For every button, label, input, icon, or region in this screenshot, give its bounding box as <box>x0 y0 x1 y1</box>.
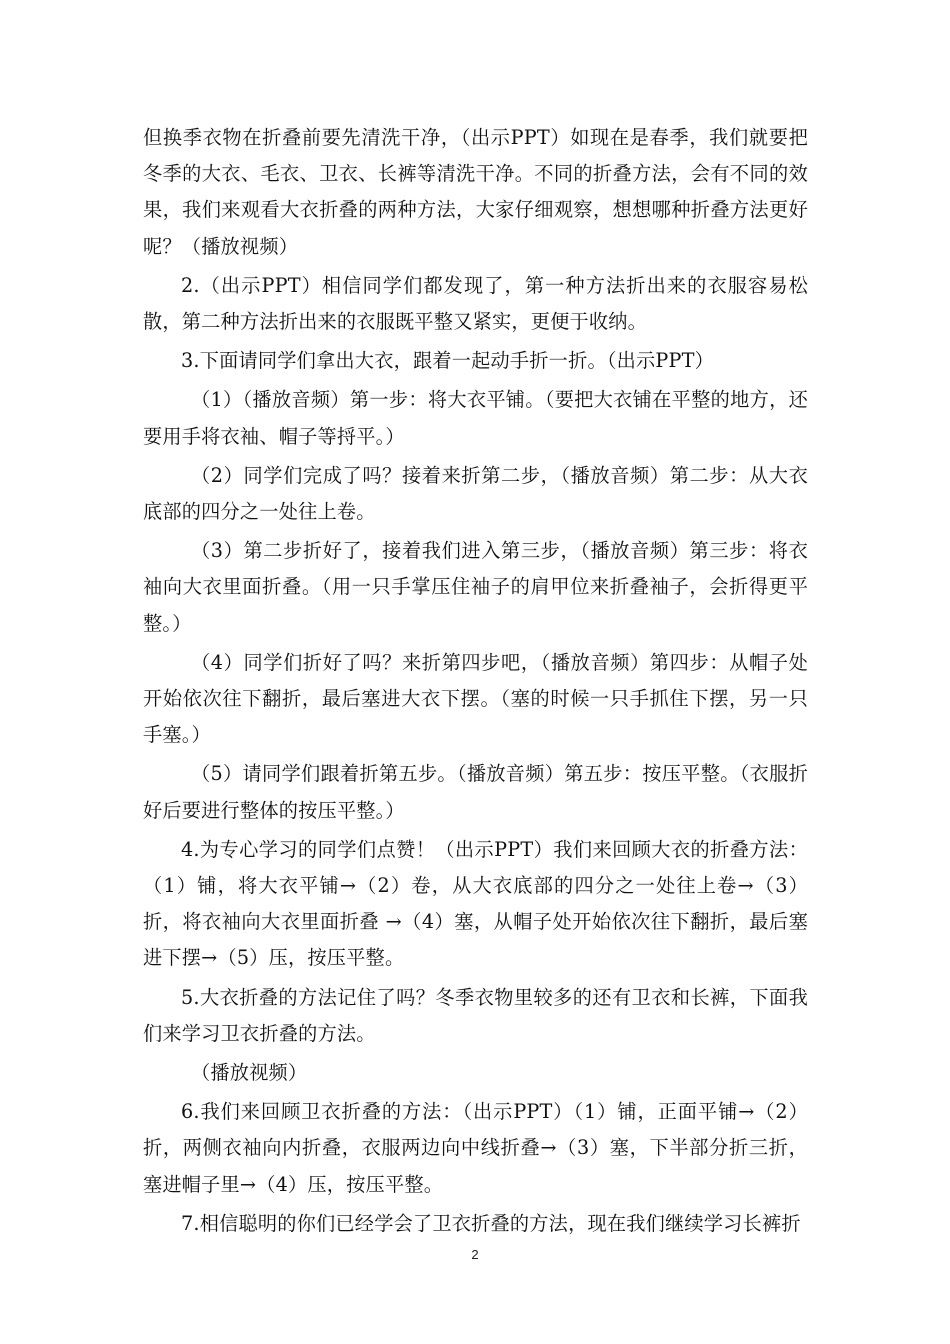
page-number: 2 <box>471 1247 479 1262</box>
paragraph-step-3: （3）第二步折好了，接着我们进入第三步，（播放音频）第三步：将衣袖向大衣里面折叠。（用一只手掌压住袖子的肩甲位来折叠袖子，会折得更平整。） <box>143 539 808 635</box>
paragraph-7: 7.相信聪明的你们已经学会了卫衣折叠的方法，现在我们继续学习长裤折 <box>181 1211 801 1235</box>
paragraph-step-5: （5）请同学们跟着折第五步。（播放音频）第五步：按压平整。（衣服折好后要进行整体的按压平整。） <box>143 762 808 822</box>
paragraph-step-2: （2）同学们完成了吗？接着来折第二步，（播放音频）第二步：从大衣底部的四分之一处往上卷。 <box>143 463 808 524</box>
paragraph-step-1: （1）（播放音频）第一步：将大衣平铺。（要把大衣铺在平整的地方，还要用手将衣袖、帽子等捋平。） <box>143 388 808 448</box>
paragraph-6: 6.我们来回顾卫衣折叠的方法：（出示PPT）（1）铺，正面平铺→（2）折，两侧衣袖向内折叠，衣服两边向中线折叠→（3）塞，下半部分折三折，塞进帽子里→（4）压，按压平整。 <box>143 1100 808 1196</box>
paragraph-4: 4.为专心学习的同学们点赞！（出示PPT）我们来回顾大衣的折叠方法：（1）铺，将大衣平铺→（2）卷，从大衣底部的四分之一处往上卷→（3）折，将衣袖向大衣里面折叠 →（4）塞，从帽子处开始依次往下翻折，最后塞进下摆→（5）压，按压平整。 <box>143 837 808 970</box>
paragraph-3: 3.下面请同学们拿出大衣，跟着一起动手折一折。（出示PPT） <box>181 349 715 373</box>
document-body <box>143 120 808 1245</box>
paragraph-intro: 但换季衣物在折叠前要先清洗干净，（出示PPT）如现在是春季，我们就要把冬季的大衣、毛衣、卫衣、长裤等清洗干净。不同的折叠方法，会有不同的效果，我们来观看大衣折叠的两种方法，大家仔细观察，想想哪种折叠方法更好呢？（播放视频） <box>143 126 808 258</box>
paragraph-2: 2.（出示PPT）相信同学们都发现了，第一种方法折出来的衣服容易松散，第二种方法折出来的衣服既平整又紧实，更便于收纳。 <box>143 273 808 334</box>
paragraph-play-video: （播放视频） <box>191 1061 308 1085</box>
paragraph-step-4: （4）同学们折好了吗？来折第四步吧，（播放音频）第四步：从帽子处开始依次往下翻折，最后塞进大衣下摆。（塞的时候一只手抓住下摆，另一只手塞。） <box>143 650 808 747</box>
paragraph-5: 5.大衣折叠的方法记住了吗？冬季衣物里较多的还有卫衣和长裤，下面我们来学习卫衣折叠的方法。 <box>143 985 808 1045</box>
